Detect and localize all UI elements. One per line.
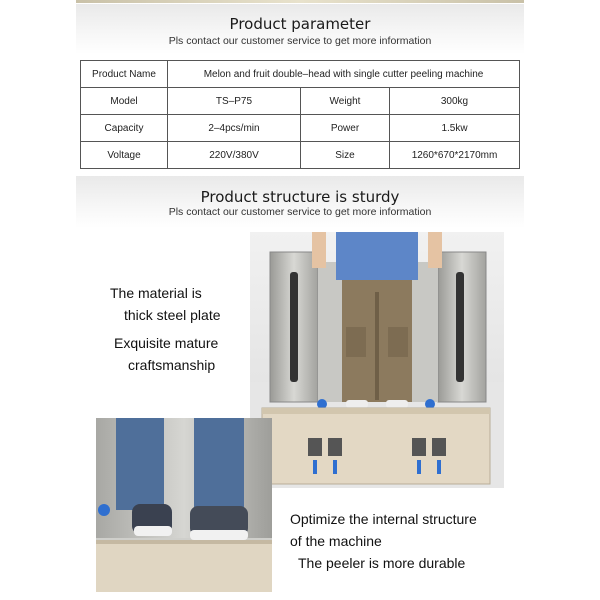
caption-craft [114, 332, 218, 376]
caption-craft-line2: craftsmanship [128, 357, 216, 373]
spec-value: 220V/380V [168, 142, 301, 169]
table-row [81, 115, 520, 142]
spec-label: Voltage [81, 142, 168, 169]
caption-craft-line1: Exquisite mature [114, 335, 219, 351]
table-row [81, 88, 520, 115]
spec-label: Power [301, 115, 390, 142]
section-title-parameter: Product parameter [229, 15, 371, 33]
spec-label: Weight [301, 88, 390, 115]
caption-material-line1: The material is [110, 285, 202, 301]
machine-illustration [250, 232, 504, 488]
spec-value: 300kg [390, 88, 520, 115]
spec-label: Size [301, 142, 390, 169]
closeup-illustration [96, 418, 272, 592]
section-title-structure: Product structure is sturdy [200, 188, 400, 206]
spec-value: 2–4pcs/min [168, 115, 301, 142]
machine-photo-closeup [96, 418, 272, 592]
caption-material-line2: thick steel plate [124, 307, 221, 323]
spec-table [80, 60, 520, 169]
caption-optimize-line1: Optimize the internal structure [290, 511, 477, 527]
machine-photo-front [250, 232, 504, 488]
table-row [81, 61, 520, 88]
spec-value: 1.5kw [390, 115, 520, 142]
caption-durable: The peeler is more durable [298, 555, 466, 571]
spec-value: Melon and fruit double–head with single cutter peeling machine [168, 61, 520, 88]
spec-label: Product Name [81, 61, 168, 88]
spec-value: TS–P75 [168, 88, 301, 115]
top-decor-rule [76, 0, 524, 3]
table-row [81, 142, 520, 169]
spec-label: Capacity [81, 115, 168, 142]
spec-label: Model [81, 88, 168, 115]
section-subtitle-parameter: Pls contact our customer service to get more information [168, 35, 432, 47]
section-subtitle-structure: Pls contact our customer service to get more information [168, 206, 432, 218]
spec-value: 1260*670*2170mm [390, 142, 520, 169]
caption-optimize [290, 508, 477, 574]
caption-optimize-line2: of the machine [290, 533, 382, 549]
caption-material [110, 282, 221, 326]
